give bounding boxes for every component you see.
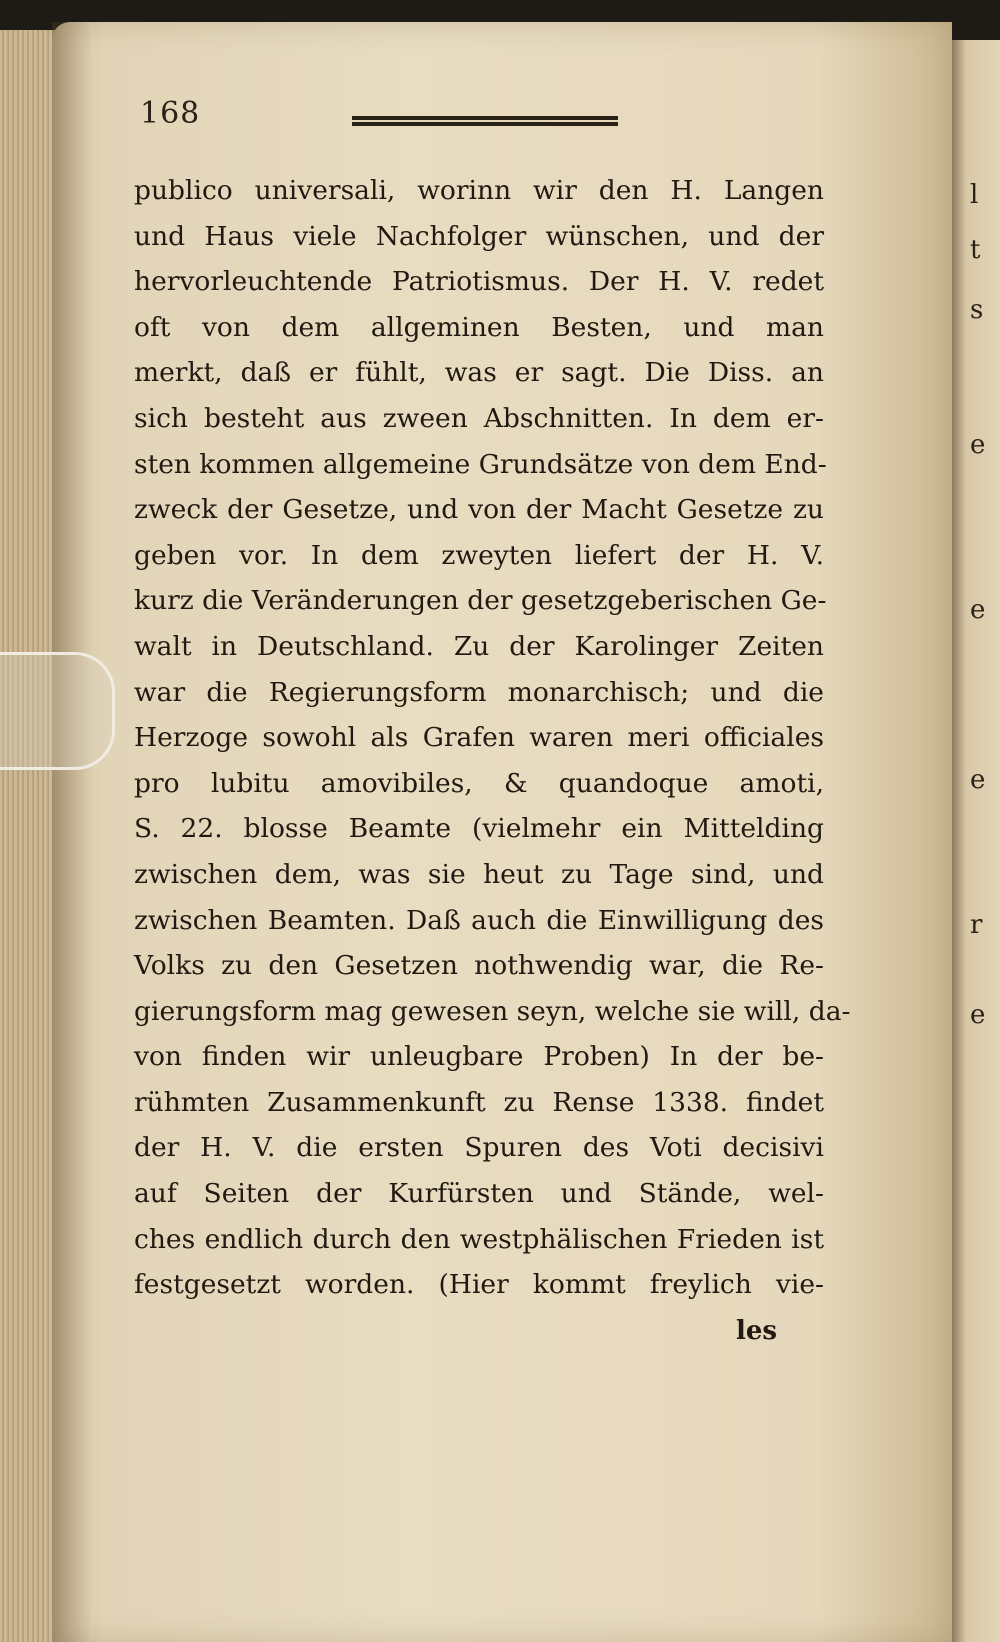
text-line: war die Regierungsform monarchisch; und die (134, 676, 824, 708)
text-line: oft von dem allgeminen Besten, und man (134, 311, 824, 343)
header-rule (352, 116, 618, 126)
facing-page (952, 40, 1000, 1642)
text-line: zweck der Gesetze, und von der Macht Gesetze zu (134, 494, 824, 526)
text-line: pro lubitu amovibiles, & quandoque amoti, (134, 767, 824, 799)
catchword: les (736, 1316, 778, 1346)
bookmark-ribbon (0, 652, 115, 770)
text-line: rühmten Zusammenkunft zu Rense 1338. findet (134, 1086, 824, 1118)
facing-fragment: e (970, 430, 986, 460)
text-line: zwischen Beamten. Daß auch die Einwilligung des (134, 904, 824, 936)
page-number: 168 (140, 96, 201, 131)
facing-fragment: e (970, 595, 986, 625)
text-line: und Haus viele Nachfolger wünschen, und der (134, 220, 824, 252)
text-line: auf Seiten der Kurfürsten und Stände, wel- (134, 1178, 824, 1210)
body-text (134, 168, 851, 1308)
gutter-shadow (52, 22, 92, 1642)
text-line: zwischen dem, was sie heut zu Tage sind, und (134, 858, 824, 890)
page-header (140, 96, 620, 136)
facing-fragment: e (970, 765, 986, 795)
text-line: von finden wir unleugbare Proben) In der be- (134, 1041, 824, 1073)
text-line: S. 22. blosse Beamte (vielmehr ein Mittelding (134, 813, 824, 845)
text-line: sten kommen allgemeine Grundsätze von dem End- (134, 448, 827, 480)
text-line: gierungsform mag gewesen seyn, welche sie will, da- (134, 995, 851, 1027)
text-line: kurz die Veränderungen der gesetzgeberischen Ge- (134, 585, 827, 617)
facing-fragment: l (970, 180, 979, 210)
facing-fragment: t (970, 235, 981, 265)
text-line: festgesetzt worden. (Hier kommt freylich vie- (134, 1269, 824, 1301)
text-line: Herzoge sowohl als Grafen waren meri officiales (134, 722, 824, 754)
text-line: walt in Deutschland. Zu der Karolinger Zeiten (134, 630, 824, 662)
text-line: sich besteht aus zween Abschnitten. In dem er- (134, 402, 824, 434)
text-line: merkt, daß er fühlt, was er sagt. Die Diss. an (134, 357, 824, 389)
facing-fragment: e (970, 1000, 986, 1030)
text-line: der H. V. die ersten Spuren des Voti decisivi (134, 1132, 824, 1164)
facing-fragment: s (970, 295, 984, 325)
text-line: ches endlich durch den westphälischen Frieden ist (134, 1223, 824, 1255)
text-line: publico universali, worinn wir den H. Langen (134, 175, 824, 206)
facing-fragment: r (970, 910, 983, 940)
text-line: geben vor. In dem zweyten liefert der H. V. (134, 539, 824, 571)
text-line: hervorleuchtende Patriotismus. Der H. V. redet (134, 266, 824, 298)
text-line: Volks zu den Gesetzen nothwendig war, die Re- (134, 950, 824, 982)
